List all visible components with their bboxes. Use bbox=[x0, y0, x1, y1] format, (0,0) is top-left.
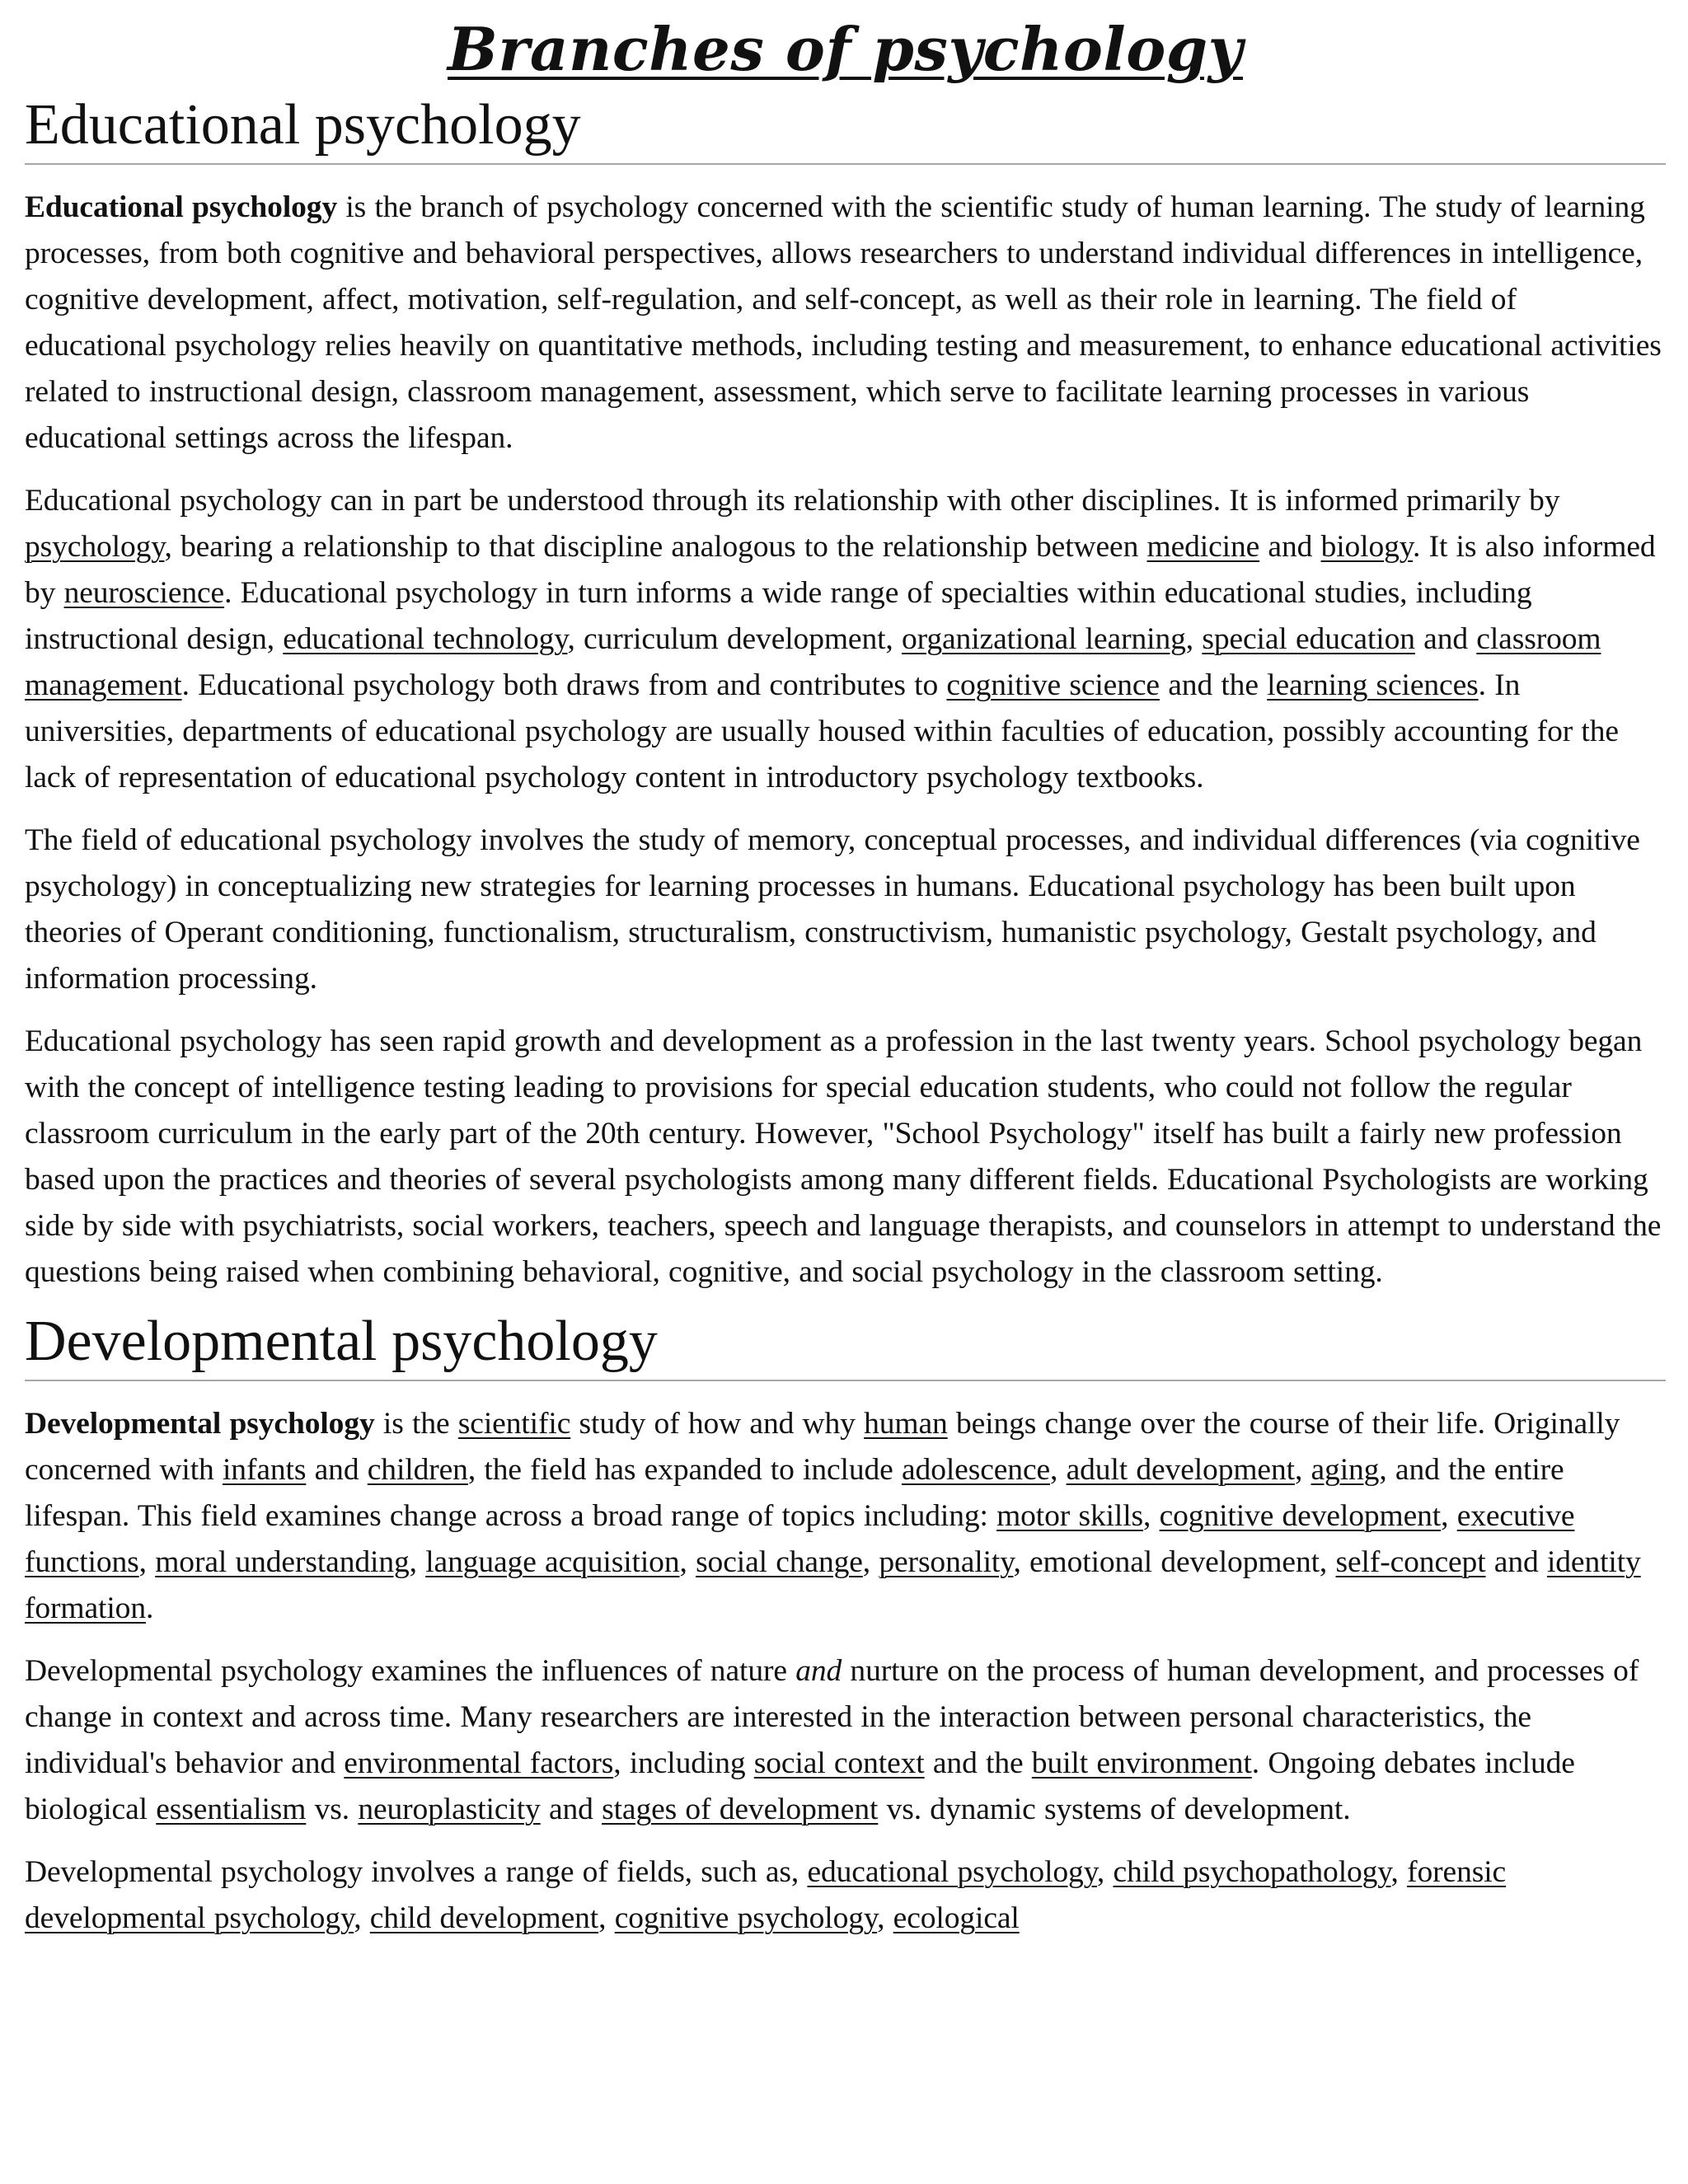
link-environmental-factors[interactable]: environmental factors bbox=[344, 1746, 614, 1780]
text-run: , bbox=[679, 1545, 696, 1579]
link-forensic-developmental-psychology[interactable]: forensic developmental psychology bbox=[25, 1855, 1507, 1935]
section-heading-educational-psychology: Educational psychology bbox=[25, 87, 1666, 165]
link-moral-understanding[interactable]: moral understanding bbox=[155, 1545, 410, 1579]
bold-term: Educational psychology bbox=[25, 190, 338, 224]
text-run: , emotional development, bbox=[1013, 1545, 1336, 1579]
text-run: . Educational psychology both draws from and contributes to bbox=[181, 668, 947, 702]
text-run: , bbox=[1390, 1855, 1408, 1889]
section-heading-developmental-psychology: Developmental psychology bbox=[25, 1304, 1666, 1381]
paragraph bbox=[25, 1849, 1666, 1942]
link-language-acquisition[interactable]: language acquisition bbox=[425, 1545, 680, 1579]
text-run: , including bbox=[613, 1746, 754, 1780]
link-biology[interactable]: biology bbox=[1320, 530, 1414, 564]
text-run: Developmental psychology examines the influences of nature bbox=[25, 1654, 796, 1688]
text-run: , bbox=[1050, 1453, 1067, 1487]
link-aging[interactable]: aging bbox=[1311, 1453, 1380, 1487]
italic-text: and bbox=[795, 1654, 842, 1688]
link-adolescence[interactable]: adolescence bbox=[902, 1453, 1051, 1487]
text-run: and the bbox=[1159, 668, 1268, 702]
text-run: Developmental psychology involves a range of fields, such as, bbox=[25, 1855, 808, 1889]
link-ecological[interactable]: ecological bbox=[893, 1901, 1020, 1935]
text-run: beings change over the course of their life. Originally concerned with bbox=[25, 1407, 1620, 1487]
text-run: vs. bbox=[306, 1793, 359, 1826]
text-run: , bbox=[862, 1545, 879, 1579]
text-run: , bbox=[138, 1545, 156, 1579]
paragraph bbox=[25, 1648, 1666, 1833]
text-run: , bbox=[1294, 1453, 1311, 1487]
text-run: . bbox=[145, 1591, 154, 1625]
text-run: is the branch of psychology concerned with the scientific study of human learning. The study of learning processes, from both cognitive and behavioral perspectives, allows researchers to understand individual differences in intelligence, cognitive development, affect, motivation, self-regulation, and self-concept, as well as their role in learning. The field of educational psychology relies heavily on quantitative methods, including testing and measurement, to enhance educational activities related to instructional design, classroom management, assessment, which serve to facilitate learning processes in various educational settings across the lifespan. bbox=[25, 190, 1662, 455]
text-run: nurture on the process of human development, and processes of change in context and across time. Many researchers are interested in the interaction between personal characteristics, the individual's behavior and bbox=[25, 1654, 1639, 1780]
section-body-developmental-psychology bbox=[25, 1401, 1666, 1942]
text-run: vs. dynamic systems of development. bbox=[878, 1793, 1351, 1826]
text-run: Educational psychology can in part be understood through its relationship with other disciplines. It is informed primarily by bbox=[25, 484, 1560, 518]
paragraph bbox=[25, 818, 1666, 1002]
text-run: and bbox=[540, 1793, 603, 1826]
link-social-change[interactable]: social change bbox=[696, 1545, 863, 1579]
text-run: , bbox=[877, 1901, 893, 1935]
text-run: , bbox=[1441, 1499, 1457, 1533]
link-special-education[interactable]: special education bbox=[1202, 622, 1415, 656]
link-self-concept[interactable]: self-concept bbox=[1335, 1545, 1486, 1579]
link-child-psychopathology[interactable]: child psychopathology bbox=[1113, 1855, 1391, 1889]
bold-term: Developmental psychology bbox=[25, 1407, 375, 1441]
text-run: and bbox=[1485, 1545, 1547, 1579]
text-run: is the bbox=[374, 1407, 458, 1441]
link-children[interactable]: children bbox=[367, 1453, 468, 1487]
text-run: , bbox=[598, 1901, 615, 1935]
link-classroom-management[interactable]: classroom management bbox=[25, 622, 1601, 702]
text-run: study of how and why bbox=[570, 1407, 865, 1441]
link-medicine[interactable]: medicine bbox=[1146, 530, 1260, 564]
text-run: . Ongoing debates include biological bbox=[25, 1746, 1575, 1826]
link-infants[interactable]: infants bbox=[222, 1453, 307, 1487]
link-neuroplasticity[interactable]: neuroplasticity bbox=[358, 1793, 541, 1826]
link-organizational-learning[interactable]: organizational learning bbox=[902, 622, 1186, 656]
text-run: , curriculum development, bbox=[567, 622, 902, 656]
link-essentialism[interactable]: essentialism bbox=[156, 1793, 307, 1826]
section-body-educational-psychology bbox=[25, 185, 1666, 1296]
link-scientific[interactable]: scientific bbox=[457, 1407, 571, 1441]
link-cognitive-psychology[interactable]: cognitive psychology bbox=[614, 1901, 878, 1935]
text-run: Educational psychology has seen rapid growth and development as a profession in the last twenty years. School psychology began with the concept of intelligence testing leading to provisions for special education students, who could not follow the regular classroom curriculum in the early part of the 20th century. However, "School Psychology" itself has built a fairly new profession based upon the practices and theories of several psychologists among many different fields. Educational Psychologists are working side by side with psychiatrists, social workers, teachers, speech and language therapists, and counselors in attempt to understand the questions being raised when combining behavioral, cognitive, and social psychology in the classroom setting. bbox=[25, 1024, 1662, 1289]
link-personality[interactable]: personality bbox=[879, 1545, 1014, 1579]
text-run: and bbox=[1259, 530, 1321, 564]
text-run: and bbox=[306, 1453, 368, 1487]
link-cognitive-science[interactable]: cognitive science bbox=[946, 668, 1160, 702]
link-cognitive-development[interactable]: cognitive development bbox=[1159, 1499, 1442, 1533]
text-run: . It is also informed by bbox=[25, 530, 1656, 610]
link-identity-formation[interactable]: identity formation bbox=[25, 1545, 1641, 1625]
link-educational-psychology[interactable]: educational psychology bbox=[807, 1855, 1097, 1889]
link-adult-development[interactable]: adult development bbox=[1066, 1453, 1295, 1487]
paragraph bbox=[25, 185, 1666, 462]
link-learning-sciences[interactable]: learning sciences bbox=[1267, 668, 1479, 702]
text-run: , the field has expanded to include bbox=[467, 1453, 902, 1487]
text-run: , bearing a relationship to that discipline analogous to the relationship between bbox=[164, 530, 1147, 564]
text-run: and bbox=[1414, 622, 1477, 656]
text-run: , bbox=[1143, 1499, 1160, 1533]
link-built-environment[interactable]: built environment bbox=[1031, 1746, 1252, 1780]
link-child-development[interactable]: child development bbox=[369, 1901, 599, 1935]
link-social-context[interactable]: social context bbox=[753, 1746, 925, 1780]
link-neuroscience[interactable]: neuroscience bbox=[63, 576, 225, 610]
text-run: The field of educational psychology involves the study of memory, conceptual processes, and individual differences (via cognitive psychology) in conceptualizing new strategies for learning processes in humans. Educational psychology has been built upon theories of Operant conditioning, functionalism, structuralism, constructivism, humanistic psychology, Gestalt psychology, and information processing. bbox=[25, 823, 1640, 996]
paragraph bbox=[25, 478, 1666, 801]
text-run: , bbox=[409, 1545, 426, 1579]
link-executive-functions[interactable]: executive functions bbox=[25, 1499, 1575, 1579]
text-run: and the bbox=[924, 1746, 1032, 1780]
text-run: . In universities, departments of educational psychology are usually housed within faculties of education, possibly accounting for the lack of representation of educational psychology content in introductory psychology textbooks. bbox=[25, 668, 1619, 794]
text-run: , bbox=[1096, 1855, 1114, 1889]
link-human[interactable]: human bbox=[864, 1407, 948, 1441]
link-psychology[interactable]: psychology bbox=[25, 530, 165, 564]
text-run: , bbox=[354, 1901, 370, 1935]
text-run: . Educational psychology in turn informs a wide range of specialties within educational studies, including instructional design, bbox=[25, 576, 1532, 656]
link-stages-of-development[interactable]: stages of development bbox=[602, 1793, 879, 1826]
text-run: , bbox=[1185, 622, 1203, 656]
link-educational-technology[interactable]: educational technology bbox=[283, 622, 568, 656]
paragraph bbox=[25, 1019, 1666, 1296]
paragraph bbox=[25, 1401, 1666, 1632]
document-title: Branches of psychology bbox=[448, 14, 1243, 84]
link-motor-skills[interactable]: motor skills bbox=[996, 1499, 1144, 1533]
text-run: , and the entire lifespan. This field examines change across a broad range of topics including: bbox=[25, 1453, 1564, 1533]
